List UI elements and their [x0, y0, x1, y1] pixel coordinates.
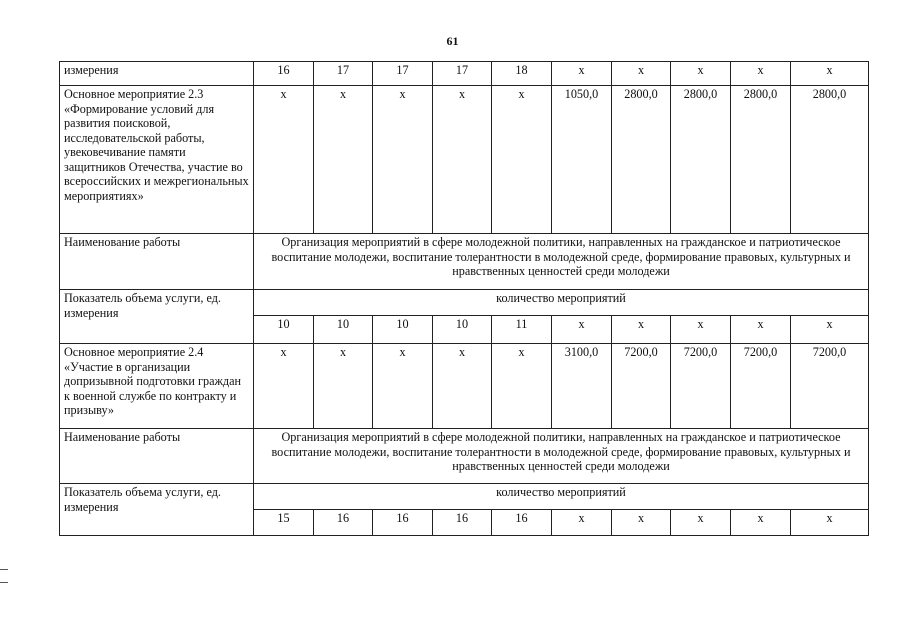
table-row	[60, 62, 869, 86]
table-cell: 2800,0	[612, 86, 671, 234]
table-cell: х	[254, 86, 314, 234]
table-cell: х	[791, 316, 869, 344]
table-cell: х	[731, 62, 791, 86]
table-cell: 17	[373, 62, 433, 86]
table-row	[60, 344, 869, 429]
margin-mark	[0, 569, 8, 570]
table-cell: 7200,0	[791, 344, 869, 429]
work-description: Организация мероприятий в сфере молодежной политики, направленных на гражданское и патриотическое воспитание молодежи, воспитание толерантности в молодежной среде, формирование правовых, культурных и нравственных ценностей среди молодежи	[254, 234, 869, 290]
table-cell: 2800,0	[731, 86, 791, 234]
table-cell: х	[373, 86, 433, 234]
table-cell: 17	[314, 62, 373, 86]
table-cell: 18	[492, 62, 552, 86]
document-table	[59, 61, 869, 536]
table-cell: 10	[373, 316, 433, 344]
table-cell: 7200,0	[671, 344, 731, 429]
table-row	[60, 429, 869, 484]
table-cell: х	[791, 62, 869, 86]
row-label: Наименование работы	[60, 234, 254, 290]
table-cell: 10	[254, 316, 314, 344]
table-cell: х	[731, 510, 791, 536]
table-cell: х	[552, 316, 612, 344]
table-cell: 17	[433, 62, 492, 86]
table-row	[60, 290, 869, 316]
table-cell: х	[731, 316, 791, 344]
table-cell: 1050,0	[552, 86, 612, 234]
row-label: Показатель объема услуги, ед. измерения	[60, 484, 254, 536]
table-cell: 7200,0	[612, 344, 671, 429]
table-cell: х	[671, 316, 731, 344]
table-cell: 3100,0	[552, 344, 612, 429]
row-label: Наименование работы	[60, 429, 254, 484]
table-cell: х	[552, 510, 612, 536]
margin-mark	[0, 582, 8, 583]
table-cell: х	[612, 62, 671, 86]
table-row	[60, 86, 869, 234]
table-row	[60, 234, 869, 290]
table-cell: 10	[314, 316, 373, 344]
table-cell: х	[314, 86, 373, 234]
table-cell: 2800,0	[671, 86, 731, 234]
table-cell: х	[433, 86, 492, 234]
page-number: 61	[446, 34, 459, 48]
table-cell: х	[492, 86, 552, 234]
table-cell: х	[791, 510, 869, 536]
table-cell: 16	[373, 510, 433, 536]
table-cell: х	[612, 510, 671, 536]
table-cell: 7200,0	[731, 344, 791, 429]
table-cell: х	[671, 62, 731, 86]
row-label: Основное мероприятие 2.4 «Участие в организации допризывной подготовки граждан к военной службе по контракту и призыву»	[60, 344, 254, 429]
table-cell: х	[612, 316, 671, 344]
table-cell: 15	[254, 510, 314, 536]
table-cell: х	[492, 344, 552, 429]
table-cell: х	[433, 344, 492, 429]
table-cell: 16	[254, 62, 314, 86]
row-label: Основное мероприятие 2.3 «Формирование условий для развития поисковой, исследовательской работы, увековечивание памяти защитников Отечества, участие во всероссийских и межрегиональных мероприятиях»	[60, 86, 254, 234]
unit-label: количество мероприятий	[254, 290, 869, 316]
table-cell: 2800,0	[791, 86, 869, 234]
table-cell: х	[373, 344, 433, 429]
table-cell: х	[671, 510, 731, 536]
work-description: Организация мероприятий в сфере молодежной политики, направленных на гражданское и патриотическое воспитание молодежи, воспитание толерантности в молодежной среде, формирование правовых, культурных и нравственных ценностей среди молодежи	[254, 429, 869, 484]
table-cell: 16	[314, 510, 373, 536]
table-cell: х	[552, 62, 612, 86]
table-cell: х	[254, 344, 314, 429]
table-cell: 16	[433, 510, 492, 536]
table-cell: х	[314, 344, 373, 429]
table-cell: 16	[492, 510, 552, 536]
table-cell: 10	[433, 316, 492, 344]
row-label: измерения	[60, 62, 254, 86]
row-label: Показатель объема услуги, ед. измерения	[60, 290, 254, 344]
table-cell: 11	[492, 316, 552, 344]
table-row	[60, 484, 869, 510]
unit-label: количество мероприятий	[254, 484, 869, 510]
